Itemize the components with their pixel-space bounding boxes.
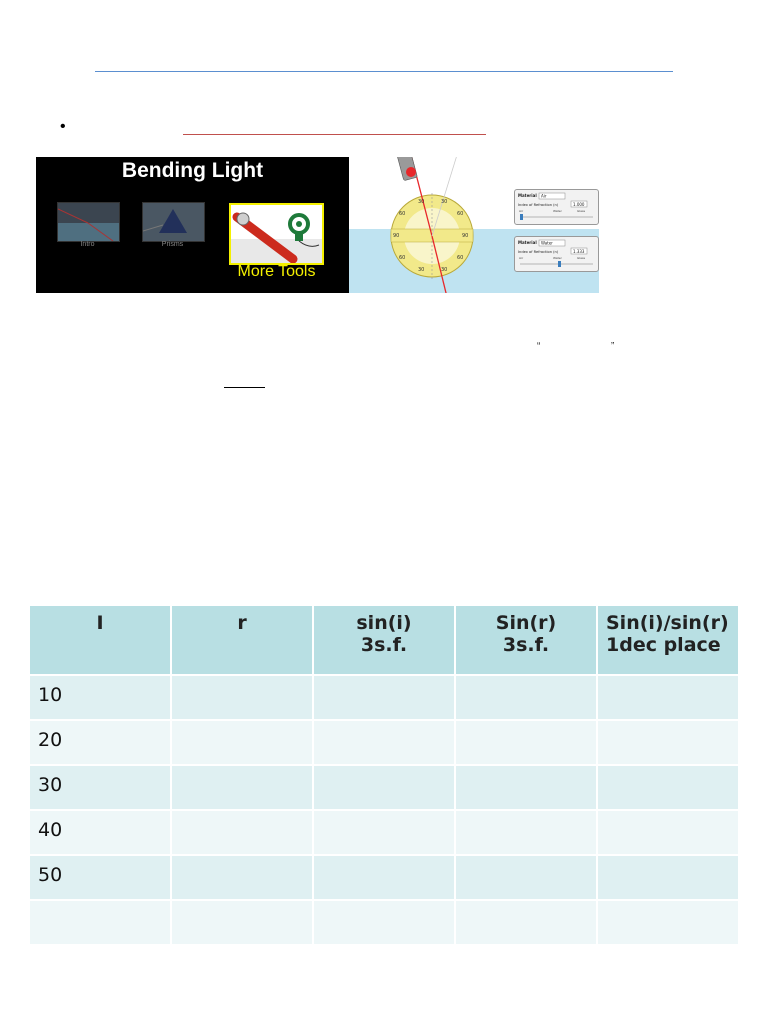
cell-ratio[interactable] <box>598 856 738 899</box>
svg-text:Water: Water <box>553 209 562 213</box>
cell-sin-i[interactable] <box>314 721 454 764</box>
table-row <box>30 766 738 809</box>
svg-text:Index of Refraction (n): Index of Refraction (n) <box>518 250 559 254</box>
table-header-row <box>30 606 738 674</box>
table-row <box>30 811 738 854</box>
cell-sin-r[interactable] <box>456 721 596 764</box>
table-row <box>30 901 738 944</box>
cell-ratio[interactable] <box>598 721 738 764</box>
svg-text:Material: Material <box>518 193 537 198</box>
protractor-label: 30 <box>418 267 425 273</box>
cell-ratio[interactable] <box>598 766 738 809</box>
cell-r[interactable] <box>172 811 312 854</box>
protractor-label: 60 <box>399 211 406 217</box>
header-sin-r: Sin(r) 3s.f. <box>456 606 596 674</box>
refraction-simulation-screenshot <box>349 157 599 293</box>
cell-i[interactable]: 50 <box>30 856 170 899</box>
cell-sin-r[interactable] <box>456 901 596 944</box>
cell-ratio[interactable] <box>598 901 738 944</box>
cell-sin-r[interactable] <box>456 811 596 854</box>
hyperlink-underline[interactable] <box>183 134 486 135</box>
open-quote: “ <box>537 341 541 352</box>
protractor-label: 60 <box>457 211 464 217</box>
cell-sin-r[interactable] <box>456 766 596 809</box>
protractor-label: 60 <box>457 255 464 261</box>
bottom-material-control[interactable] <box>514 236 599 272</box>
protractor-label: 60 <box>399 255 406 261</box>
cell-sin-r[interactable] <box>456 676 596 719</box>
table-row <box>30 721 738 764</box>
cell-sin-r[interactable] <box>456 856 596 899</box>
cell-ratio[interactable] <box>598 811 738 854</box>
cell-sin-i[interactable] <box>314 811 454 854</box>
header-sin-i: sin(i) 3s.f. <box>314 606 454 674</box>
cell-r[interactable] <box>172 676 312 719</box>
short-underline <box>224 387 265 388</box>
more-tools-thumbnail <box>229 203 324 265</box>
cell-sin-i[interactable] <box>314 856 454 899</box>
svg-text:Material: Material <box>518 240 537 245</box>
title-underline <box>95 71 673 72</box>
svg-text:Air: Air <box>519 209 524 213</box>
cell-r[interactable] <box>172 721 312 764</box>
protractor-label: 30 <box>441 267 448 273</box>
cell-i[interactable] <box>30 901 170 944</box>
intro-label: Intro <box>80 241 95 248</box>
prisms-label: Prisms <box>161 241 184 248</box>
cell-r[interactable] <box>172 856 312 899</box>
svg-text:Air: Air <box>541 193 547 199</box>
cell-sin-i[interactable] <box>314 901 454 944</box>
svg-text:Glass: Glass <box>577 209 586 213</box>
svg-text:Glass: Glass <box>577 256 586 260</box>
close-quote: ” <box>611 341 615 352</box>
cell-ratio[interactable] <box>598 676 738 719</box>
svg-text:Index of Refraction (n): Index of Refraction (n) <box>518 203 559 207</box>
table-row <box>30 676 738 719</box>
cell-r[interactable] <box>172 901 312 944</box>
cell-r[interactable] <box>172 766 312 809</box>
protractor-label: 30 <box>418 199 425 205</box>
cell-i[interactable]: 20 <box>30 721 170 764</box>
protractor-label: 90 <box>393 233 400 239</box>
header-r: r <box>172 606 312 674</box>
cell-i[interactable]: 30 <box>30 766 170 809</box>
svg-text:Water: Water <box>553 256 562 260</box>
top-material-control[interactable] <box>514 189 599 225</box>
protractor-label: 30 <box>441 199 448 205</box>
cell-i[interactable]: 10 <box>30 676 170 719</box>
cell-i[interactable]: 40 <box>30 811 170 854</box>
prisms-thumbnail <box>142 202 205 242</box>
svg-text:1.000: 1.000 <box>573 202 585 207</box>
cell-sin-i[interactable] <box>314 766 454 809</box>
cell-sin-i[interactable] <box>314 676 454 719</box>
bullet-point: • <box>60 118 66 135</box>
table-row <box>30 856 738 899</box>
header-ratio: Sin(i)/sin(r) 1dec place <box>598 606 738 674</box>
svg-text:Water: Water <box>541 240 553 246</box>
intro-thumbnail <box>57 202 120 242</box>
header-i: I <box>30 606 170 674</box>
more-tools-label: More Tools <box>237 263 316 280</box>
results-table <box>28 604 740 946</box>
protractor-label: 90 <box>462 233 469 239</box>
simulation-title: Bending Light <box>121 159 264 182</box>
svg-text:Air: Air <box>519 256 524 260</box>
simulation-menu-screenshot <box>36 157 349 293</box>
svg-text:1.333: 1.333 <box>573 249 585 254</box>
